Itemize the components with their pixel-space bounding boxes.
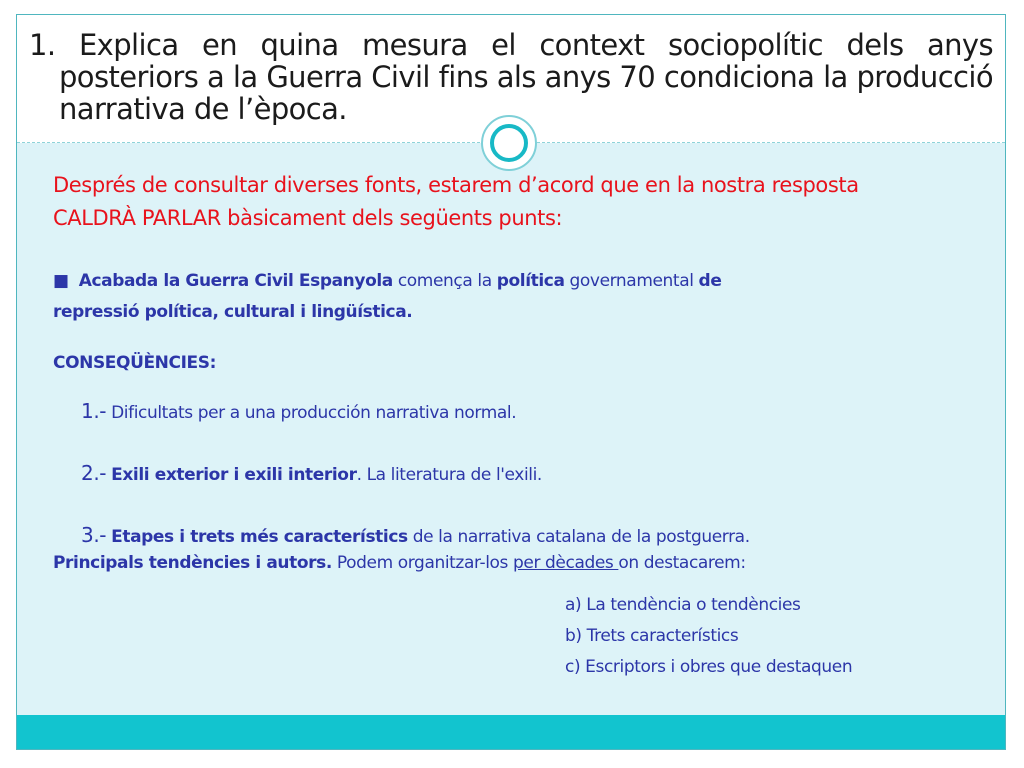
item-3-bold-2: Principals tendències i autors. xyxy=(53,553,332,573)
consequences-heading: CONSEQÜÈNCIES: xyxy=(53,353,216,373)
bullet-line-1 xyxy=(53,271,721,291)
item-3-text: de la narrativa catalana de la postguerra. xyxy=(407,527,750,547)
item-3-text-2: Podem organitzar-los xyxy=(331,553,513,573)
bullet-bold-1: Acabada la Guerra Civil Espanyola xyxy=(78,271,393,291)
consequence-item-3-cont xyxy=(53,553,746,573)
intro-line-1: Després de consultar diverses fonts, estarem d’acord que en la nostra resposta xyxy=(53,173,859,197)
item-3-underline: per dècades xyxy=(513,553,619,573)
circle-ornament-inner xyxy=(490,124,528,162)
question-title: 1. Explica en quina mesura el context sociopolític dels anys posteriors a la Guerra Civil fins als anys 70 condiciona la producció narrativa de l’època. xyxy=(29,28,993,126)
slide-frame xyxy=(16,14,1006,750)
intro-line-2: CALDRÀ PARLAR bàsicament dels següents punts: xyxy=(53,206,563,230)
bullet-bold-2: política xyxy=(496,271,565,291)
item-3-number: 3.- xyxy=(81,523,107,547)
item-3-bold: Etapes i trets més característics xyxy=(111,527,408,547)
sublist-item: a) La tendència o tendències xyxy=(565,595,801,615)
sublist-item: c) Escriptors i obres que destaquen xyxy=(565,657,853,677)
item-2-number: 2.- xyxy=(81,461,107,485)
bullet-line-2: repressió política, cultural i lingüística. xyxy=(53,302,413,322)
bullet-text-1: comença la xyxy=(392,271,497,291)
item-1-text: Dificultats per a una producción narrativa normal. xyxy=(106,403,517,423)
bullet-marker-icon: ■ xyxy=(53,271,69,291)
consequence-item-1 xyxy=(81,399,516,423)
circle-ornament-icon xyxy=(481,115,537,171)
footer-bar xyxy=(17,715,1005,750)
item-3-text-3: on destacarem: xyxy=(618,553,746,573)
consequence-item-3 xyxy=(81,523,750,547)
sublist-item: b) Trets característics xyxy=(565,626,739,646)
item-1-number: 1.- xyxy=(81,399,107,423)
bullet-text-2: governamental xyxy=(564,271,699,291)
item-2-bold: Exili exterior i exili interior xyxy=(111,465,357,485)
bullet-bold-3: de xyxy=(698,271,722,291)
consequence-item-2 xyxy=(81,461,542,485)
item-2-text: . La literatura de l'exili. xyxy=(356,465,542,485)
